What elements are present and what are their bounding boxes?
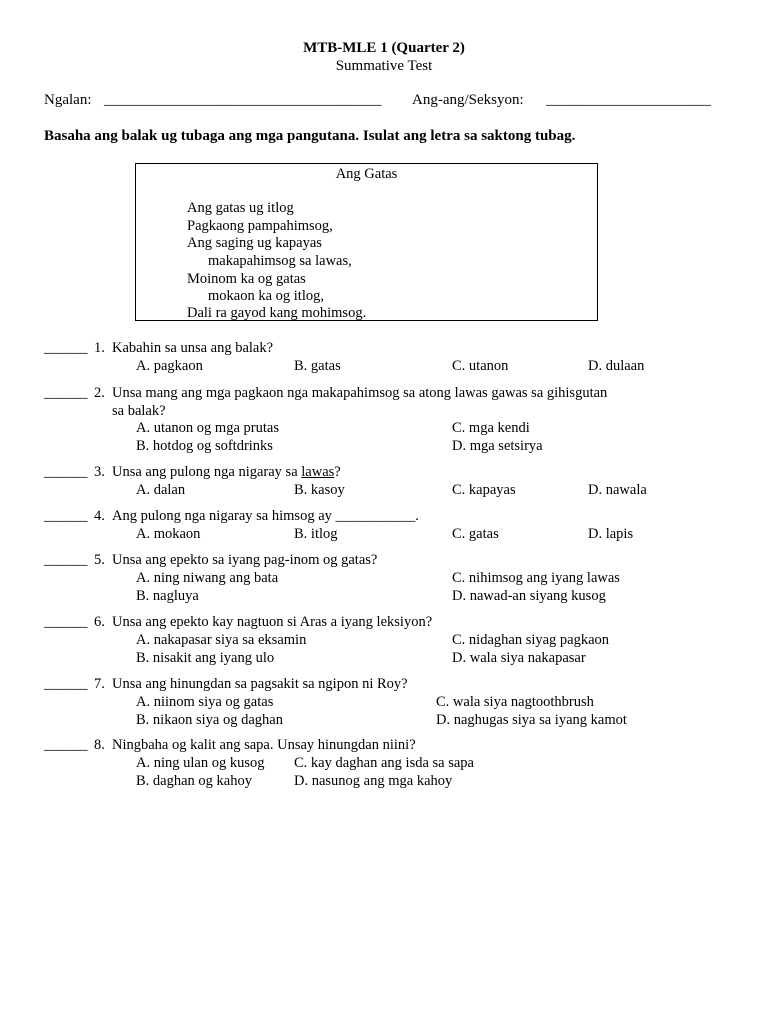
poem-line: Pagkaong pampahimsog, <box>187 218 333 234</box>
choice-d: D. nasunog ang mga kahoy <box>294 773 453 789</box>
section-label: Ang-ang/Seksyon: <box>412 92 524 108</box>
choice-a: A. utanon og mga prutas <box>136 420 279 436</box>
underlined-word: lawas <box>301 464 335 480</box>
answer-blank[interactable]: ______ <box>44 340 88 356</box>
poem-line: Ang saging ug kapayas <box>187 235 322 251</box>
question-text-continued: sa balak? <box>112 403 166 419</box>
page-subtitle: Summative Test <box>335 58 433 74</box>
poem-line: makapahimsog sa lawas, <box>208 253 352 269</box>
choice-b: B. itlog <box>294 526 338 542</box>
poem-line: Dali ra gayod kang mohimsog. <box>187 305 367 321</box>
question-text: Unsa ang epekto kay nagtuon si Aras a iyang leksiyon? <box>112 614 433 630</box>
question-text: Unsa mang ang mga pagkaon nga makapahimsog sa atong lawas gawas sa gihisgutan <box>112 385 608 401</box>
choice-b: B. nagluya <box>136 588 199 604</box>
question-text: Ningbaha og kalit ang sapa. Unsay hinungdan niini? <box>112 737 416 753</box>
instructions: Basaha ang balak ug tubaga ang mga pangutana. Isulat ang letra sa saktong tubag. <box>44 128 576 144</box>
poem-title: Ang Gatas <box>335 166 398 182</box>
question-text: Ang pulong nga nigaray sa himsog ay ___________. <box>112 508 419 524</box>
choice-a: A. ning niwang ang bata <box>136 570 279 586</box>
answer-blank[interactable]: ______ <box>44 464 88 480</box>
choice-d: D. wala siya nakapasar <box>452 650 586 666</box>
choice-c: C. utanon <box>452 358 509 374</box>
choice-a: A. dalan <box>136 482 186 498</box>
question-text-pre: Unsa ang pulong nga nigaray sa <box>112 464 302 480</box>
poem-line: Ang gatas ug itlog <box>187 200 294 216</box>
choice-b: B. nikaon siya og daghan <box>136 712 283 728</box>
choice-a: A. ning ulan og kusog <box>136 755 265 771</box>
choice-c: C. kapayas <box>452 482 516 498</box>
question-number: 8. <box>94 737 105 753</box>
poem-box <box>135 163 598 321</box>
answer-blank[interactable]: ______ <box>44 508 88 524</box>
answer-blank[interactable]: ______ <box>44 614 88 630</box>
question-text: Unsa ang epekto sa iyang pag-inom og gatas? <box>112 552 378 568</box>
choice-c: C. kay daghan ang isda sa sapa <box>294 755 474 771</box>
question-number: 2. <box>94 385 105 401</box>
poem-line: mokaon ka og itlog, <box>208 288 324 304</box>
poem-line: Moinom ka og gatas <box>187 271 306 287</box>
choice-c: C. mga kendi <box>452 420 530 436</box>
name-blank[interactable]: _____________________________________ <box>104 92 382 108</box>
question-number: 6. <box>94 614 105 630</box>
choice-d: D. naghugas siya sa iyang kamot <box>436 712 627 728</box>
question-text: Kabahin sa unsa ang balak? <box>112 340 274 356</box>
answer-blank[interactable]: ______ <box>44 676 88 692</box>
choice-a: A. pagkaon <box>136 358 203 374</box>
question-number: 5. <box>94 552 105 568</box>
section-blank[interactable]: ______________________ <box>546 92 711 108</box>
answer-blank[interactable]: ______ <box>44 737 88 753</box>
name-label: Ngalan: <box>44 92 92 108</box>
choice-d: D. dulaan <box>588 358 645 374</box>
question-number: 7. <box>94 676 105 692</box>
choice-c: C. wala siya nagtoothbrush <box>436 694 594 710</box>
answer-blank[interactable]: ______ <box>44 552 88 568</box>
choice-c: C. gatas <box>452 526 499 542</box>
choice-c: C. nidaghan siyag pagkaon <box>452 632 610 648</box>
choice-a: A. niinom siya og gatas <box>136 694 274 710</box>
choice-a: A. mokaon <box>136 526 201 542</box>
question-text-post: ? <box>334 464 341 480</box>
choice-b: B. hotdog og softdrinks <box>136 438 273 454</box>
choice-d: D. mga setsirya <box>452 438 543 454</box>
question-number: 1. <box>94 340 105 356</box>
choice-b: B. gatas <box>294 358 341 374</box>
answer-blank[interactable]: ______ <box>44 385 88 401</box>
choice-b: B. nisakit ang iyang ulo <box>136 650 275 666</box>
choice-b: B. kasoy <box>294 482 345 498</box>
choice-c: C. nihimsog ang iyang lawas <box>452 570 620 586</box>
choice-d: D. nawala <box>588 482 647 498</box>
question-text: Unsa ang hinungdan sa pagsakit sa ngipon ni Roy? <box>112 676 408 692</box>
choice-d: D. nawad-an siyang kusog <box>452 588 606 604</box>
choice-a: A. nakapasar siya sa eksamin <box>136 632 307 648</box>
choice-b: B. daghan og kahoy <box>136 773 252 789</box>
question-number: 4. <box>94 508 105 524</box>
question-text <box>112 464 341 481</box>
question-number: 3. <box>94 464 105 480</box>
choice-d: D. lapis <box>588 526 634 542</box>
page-title: MTB-MLE 1 (Quarter 2) <box>303 40 465 56</box>
